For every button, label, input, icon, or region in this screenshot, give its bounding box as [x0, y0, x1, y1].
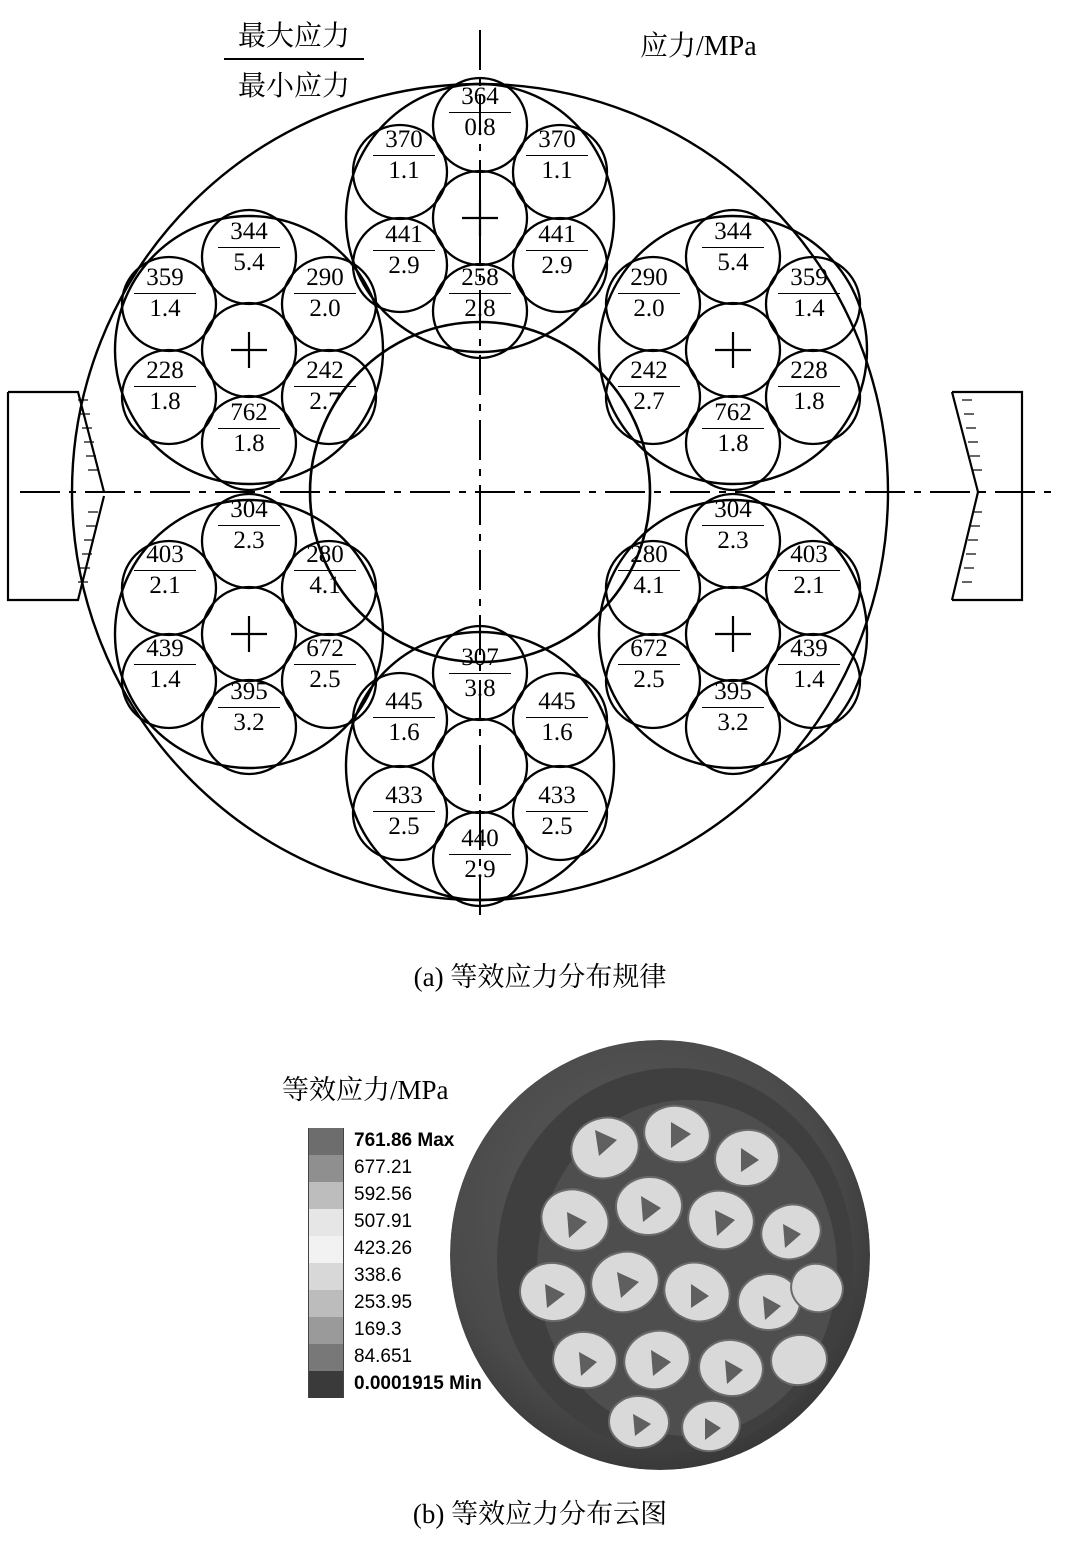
- strand-max: 344: [714, 218, 752, 245]
- strand-max: 370: [538, 126, 576, 153]
- strand-value-ll4: [122, 636, 208, 692]
- strand-value-ul5: [282, 358, 368, 414]
- strand-max: 762: [714, 399, 752, 426]
- strand-value-t4: [361, 222, 447, 278]
- strand-value-ur6: [690, 400, 776, 456]
- strand-min: 2.9: [541, 251, 573, 279]
- stress-contour-image: [425, 1030, 895, 1480]
- strand-max: 258: [461, 264, 499, 291]
- strand-max: 280: [306, 541, 344, 568]
- strand-value-ur5: [766, 358, 852, 414]
- strand-min: 1.8: [233, 429, 265, 457]
- strand-max: 403: [146, 541, 184, 568]
- strand-min: 2.3: [233, 526, 265, 554]
- strand-min: 2.1: [149, 571, 181, 599]
- strand-min: 3.2: [717, 708, 749, 736]
- strand-min: 1.1: [541, 156, 573, 184]
- strand-value-t5: [514, 222, 600, 278]
- strand-value-lr4: [606, 636, 692, 692]
- panel-b-stress-contour: [0, 1010, 1080, 1529]
- strand-max: 242: [306, 357, 344, 384]
- strand-max: 359: [146, 264, 184, 291]
- legend-swatch: [308, 1317, 344, 1344]
- strand-value-t3: [514, 127, 600, 183]
- strand-max: 290: [630, 264, 668, 291]
- strand-value-ul4: [122, 358, 208, 414]
- strand-value-lr5: [766, 636, 852, 692]
- legend-value: 169.3: [354, 1319, 402, 1340]
- strand-min: 1.8: [149, 387, 181, 415]
- legend-value: 253.95: [354, 1292, 413, 1313]
- legend-value: 338.6: [354, 1265, 402, 1286]
- strand-max: 433: [385, 782, 423, 809]
- strand-max: 242: [630, 357, 668, 384]
- strand-value-t6: [437, 265, 523, 321]
- strand-value-ur4: [606, 358, 692, 414]
- legend-value: 592.56: [354, 1184, 413, 1205]
- strand-min: 1.8: [793, 387, 825, 415]
- strand-max: 307: [461, 644, 499, 671]
- strand-value-b2: [361, 689, 447, 745]
- strand-max: 439: [790, 635, 828, 662]
- strand-value-ul3: [282, 265, 368, 321]
- strand-min: 1.6: [388, 718, 420, 746]
- strand-max: 370: [385, 126, 423, 153]
- strand-value-b4: [361, 783, 447, 839]
- legend-title: 等效应力/MPa: [282, 1075, 449, 1105]
- legend-swatch: [308, 1128, 344, 1155]
- strand-min: 2.9: [388, 251, 420, 279]
- strand-value-ul6: [206, 400, 292, 456]
- strand-min: 1.4: [149, 665, 181, 693]
- strand-min: 2.0: [309, 294, 341, 322]
- caption-panel-a: (a) 等效应力分布规律: [413, 962, 667, 992]
- legend-swatch: [308, 1263, 344, 1290]
- strand-value-ur1: [690, 219, 776, 275]
- strand-min: 4.1: [633, 571, 665, 599]
- strand-max: 364: [461, 83, 499, 110]
- strand-min: 2.8: [464, 294, 496, 322]
- legend-fraction-numerator: 最大应力: [237, 21, 350, 52]
- strand-value-b5: [514, 783, 600, 839]
- strand-max: 433: [538, 782, 576, 809]
- legend-fraction-denominator: 最小应力: [237, 71, 350, 102]
- strand-value-b6: [437, 826, 523, 882]
- strand-min: 2.5: [541, 812, 573, 840]
- strand-min: 5.4: [717, 248, 749, 276]
- strand-value-lr6: [690, 679, 776, 735]
- strand-max: 403: [790, 541, 828, 568]
- legend-swatch: [308, 1209, 344, 1236]
- strand-min: 1.6: [541, 718, 573, 746]
- strand-max: 440: [461, 825, 499, 852]
- strand-value-ll3: [282, 542, 368, 598]
- strand-max: 395: [714, 678, 752, 705]
- strand-max: 441: [538, 221, 576, 248]
- strand-max: 672: [306, 635, 344, 662]
- strand-max: 395: [230, 678, 268, 705]
- strand-max: 445: [538, 688, 576, 715]
- strand-value-ur3: [766, 265, 852, 321]
- stress-unit-label: 应力/MPa: [640, 31, 757, 62]
- strand-max: 441: [385, 221, 423, 248]
- strand-min: 1.4: [149, 294, 181, 322]
- legend-swatch: [308, 1182, 344, 1209]
- strand-min: 4.1: [309, 571, 341, 599]
- strand-value-b3: [514, 689, 600, 745]
- strand-max: 439: [146, 635, 184, 662]
- strand-value-ul1: [206, 219, 292, 275]
- strand-value-ll1: [206, 497, 292, 553]
- strand-min: 1.4: [793, 294, 825, 322]
- strand-min: 1.1: [388, 156, 420, 184]
- legend-swatch: [308, 1155, 344, 1182]
- strand-min: 2.7: [309, 387, 341, 415]
- strand-max: 445: [385, 688, 423, 715]
- strand-min: 2.1: [793, 571, 825, 599]
- strand-min: 2.0: [633, 294, 665, 322]
- strand-max: 304: [714, 496, 752, 523]
- strand-max: 344: [230, 218, 268, 245]
- legend-value: 507.91: [354, 1211, 413, 1232]
- legend-swatch: [308, 1344, 344, 1371]
- strand-min: 5.4: [233, 248, 265, 276]
- legend-value: 423.26: [354, 1238, 413, 1259]
- strand-value-ll5: [282, 636, 368, 692]
- legend-value: 761.86 Max: [354, 1130, 455, 1151]
- strand-min: 0.8: [464, 113, 496, 141]
- strand-value-t1: [437, 84, 523, 140]
- strand-max: 672: [630, 635, 668, 662]
- strand-min: 2.9: [464, 855, 496, 883]
- strand-value-ll6: [206, 679, 292, 735]
- legend-swatch: [308, 1236, 344, 1263]
- legend-swatch: [308, 1371, 344, 1398]
- strand-max: 359: [790, 264, 828, 291]
- strand-min: 1.4: [793, 665, 825, 693]
- strand-min: 2.3: [717, 526, 749, 554]
- strand-max: 290: [306, 264, 344, 291]
- strand-value-lr2: [606, 542, 692, 598]
- legend-value: 84.651: [354, 1346, 413, 1367]
- legend-value: 677.21: [354, 1157, 413, 1178]
- legend-swatch: [308, 1290, 344, 1317]
- strand-value-ll2: [122, 542, 208, 598]
- legend-fraction-bar: [224, 58, 364, 60]
- strand-max: 228: [790, 357, 828, 384]
- legend-fraction-label: [214, 14, 374, 104]
- strand-max: 228: [146, 357, 184, 384]
- strand-min: 2.5: [388, 812, 420, 840]
- strand-min: 2.5: [633, 665, 665, 693]
- strand-value-lr3: [766, 542, 852, 598]
- strand-value-b1: [437, 645, 523, 701]
- strand-value-ul2: [122, 265, 208, 321]
- strand-min: 3.2: [233, 708, 265, 736]
- strand-min: 2.7: [633, 387, 665, 415]
- strand-value-lr1: [690, 497, 776, 553]
- caption-panel-b: (b) 等效应力分布云图: [412, 1499, 668, 1529]
- strand-min: 1.8: [717, 429, 749, 457]
- strand-value-ur2: [606, 265, 692, 321]
- legend-value: 0.0001915 Min: [354, 1373, 482, 1394]
- strand-max: 280: [630, 541, 668, 568]
- strand-min: 2.5: [309, 665, 341, 693]
- strand-max: 762: [230, 399, 268, 426]
- strand-max: 304: [230, 496, 268, 523]
- strand-min: 3.8: [464, 674, 496, 702]
- strand-value-t2: [361, 127, 447, 183]
